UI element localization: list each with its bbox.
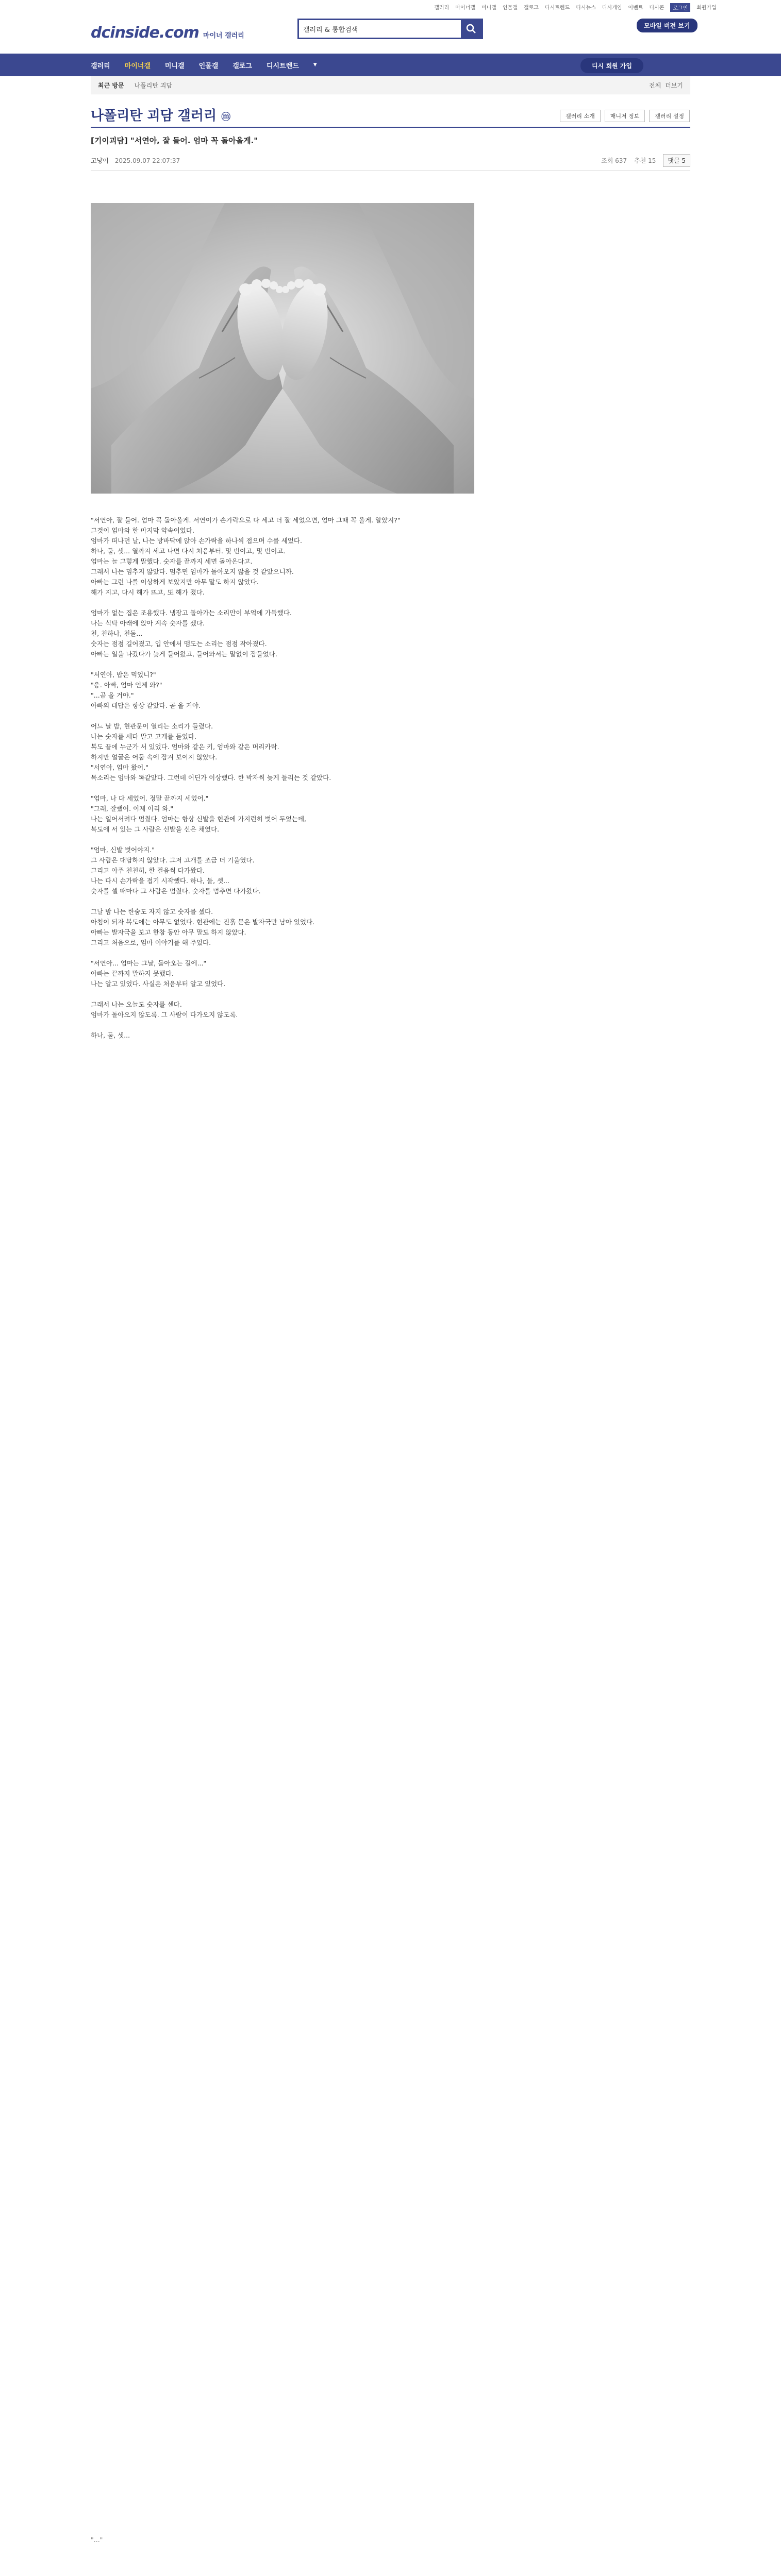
body-line [91,2195,678,2205]
body-line [91,1577,678,1587]
search-input[interactable] [299,20,462,38]
body-line [91,2287,678,2298]
body-line [91,2246,678,2257]
body-line: "응. 아빠, 엄마 언제 와?" [91,681,162,689]
body-line [91,1401,678,1412]
body-line [91,2071,678,2081]
body-line [91,2339,678,2349]
body-line [91,1700,678,1710]
body-line [91,2298,678,2308]
body-line: 아빠는 끝까지 말하지 못했다. [91,970,174,977]
body-line: 복도 끝에 누군가 서 있었다. 엄마와 같은 키, 엄마와 같은 머리카락. [91,743,279,751]
post-author[interactable]: 고냥이 [91,157,109,164]
body-line [91,1618,678,1628]
post-meta [91,154,690,167]
body-line [91,2421,678,2432]
body-line: 그것이 엄마와 한 마지막 약속이었다. [91,527,194,534]
body-line [91,1546,678,1556]
body-line: 엄마는 늘 그렇게 말했다. 숫자를 끝까지 세면 돌아온다고. [91,557,253,565]
body-line [91,1731,678,1741]
body-line [91,1144,678,1154]
body-line [91,1123,678,1133]
util-link[interactable]: 디시게임 [602,5,622,11]
body-line [91,948,678,958]
body-line [91,2174,678,2184]
body-line [91,2102,678,2112]
body-line [91,1206,678,1216]
search-icon [466,24,476,34]
body-line [91,1844,678,1855]
body-line [91,598,678,608]
body-line: "그래, 잘했어. 이제 이리 와." [91,805,174,812]
body-line: "..." [91,2536,103,2544]
head-divider [91,170,690,171]
body-line [91,2514,678,2524]
body-line [91,2329,678,2339]
body-line [91,1638,678,1649]
site-logo[interactable] [91,24,244,42]
body-line [91,2164,678,2174]
body-line [91,1906,678,1917]
recent-visit-item[interactable]: 나폴리탄 괴담 [134,81,172,89]
body-line [91,1422,678,1432]
body-line [91,1525,678,1535]
body-line [91,2267,678,2277]
body-line [91,1288,678,1298]
gallery-tool-button[interactable]: 갤러리 소개 [560,110,601,122]
body-line [91,1824,678,1834]
body-line [91,1484,678,1494]
body-line [91,1896,678,1906]
gallery-tool-button[interactable]: 매니저 정보 [605,110,645,122]
body-line [91,2277,678,2287]
body-line: 어느 날 밤, 현관문이 열리는 소리가 들렸다. [91,722,213,730]
body-line [91,1803,678,1814]
body-line [91,2040,678,2050]
body-line [91,1504,678,1515]
body-line [91,1937,678,1947]
post-photo [91,203,474,494]
body-line: 그래서 나는 멈추지 않았다. 멈추면 엄마가 돌아오지 않을 것 같았으니까. [91,568,294,575]
body-line [91,1092,678,1103]
body-line [91,1267,678,1278]
body-line [91,1597,678,1607]
body-line [91,1041,678,1051]
body-line [91,1690,678,1700]
body-line [91,2452,678,2463]
body-line [91,1814,678,1824]
body-line [91,1659,678,1669]
body-line [91,1783,678,1793]
body-line [91,2524,678,2535]
gnb-item[interactable]: 디시트렌드 [266,62,299,70]
body-line [91,783,678,793]
body-line [91,1741,678,1752]
body-line: 숫자를 셀 때마다 그 사람은 멈췄다. 숫자를 멈추면 다가왔다. [91,887,261,895]
body-line [91,2205,678,2215]
body-line [91,711,678,721]
recent-visit-label[interactable]: 최근 방문 [98,81,124,89]
body-line: 나는 알고 있었다. 사실은 처음부터 알고 있었다. [91,980,226,988]
body-line [91,2442,678,2452]
body-line: "엄마, 나 다 세었어. 정말 끝까지 세었어." [91,794,209,802]
util-link[interactable]: 미니갤 [481,5,496,11]
body-line [91,1051,678,1061]
body-line [91,989,678,999]
body-line: "엄마, 신발 벗어야지." [91,846,155,854]
body-line [91,2360,678,2370]
body-line [91,1154,678,1164]
body-line [91,1350,678,1360]
body-line [91,2432,678,2442]
gnb-item[interactable]: 미니갤 [164,62,185,70]
util-link[interactable]: 회원가입 [696,5,717,11]
site-header [0,12,781,54]
post-header [91,135,690,167]
body-line [91,2380,678,2391]
body-line [91,2504,678,2514]
body-line [91,1072,678,1082]
post-date: 2025.09.07 22:07:37 [114,157,180,164]
util-link[interactable]: 갤로그 [523,5,539,11]
body-line [91,1999,678,2009]
body-line [91,1473,678,1484]
body-line [91,1103,678,1113]
body-line [91,2092,678,2102]
body-line: 숫자는 점점 길어졌고, 입 안에서 맴도는 소리는 점점 작아졌다. [91,640,267,648]
body-line [91,896,678,907]
body-line [91,1298,678,1309]
util-link[interactable]: 디시뉴스 [576,5,596,11]
util-link[interactable]: 디시트렌드 [544,5,570,11]
body-line: 그래서 나는 오늘도 숫자를 센다. [91,1001,182,1008]
body-line [91,1556,678,1566]
body-line [91,1968,678,1978]
recent-visit-more[interactable]: 더보기 [665,81,683,89]
gallery-tools [560,110,690,122]
body-line [91,2133,678,2143]
global-nav [0,54,781,76]
body-line [91,2318,678,2329]
utility-links [434,3,717,12]
gnb-item[interactable]: 갤로그 [232,62,252,70]
body-line [91,1185,678,1195]
body-line [91,1329,678,1340]
body-line [91,1680,678,1690]
body-line: 나는 일어서려다 멈췄다. 엄마는 항상 신발을 현관에 가지런히 벗어 두었는데, [91,815,307,823]
title-divider [91,127,690,128]
body-line [91,2184,678,2195]
body-line [91,1236,678,1247]
body-line [91,1628,678,1638]
comment-count-button[interactable]: 댓글 5 [663,154,690,167]
body-line: 아빠는 일을 나갔다가 늦게 들어왔고, 들어와서는 말없이 잠들었다. [91,650,277,658]
body-line [91,2020,678,2030]
body-line [91,1226,678,1236]
body-line: "서연아, 밥은 먹었니?" [91,671,156,679]
body-line [91,1917,678,1927]
body-line [91,1360,678,1370]
body-line [91,1278,678,1288]
body-line [91,1164,678,1175]
body-line [91,2112,678,2123]
gnb-item[interactable]: 마이너갤 [124,62,151,70]
body-line [91,1958,678,1968]
body-line [91,2370,678,2380]
body-line: 그날 밤 나는 한숨도 자지 않고 숫자를 셌다. [91,908,213,916]
body-line: 복도에 서 있는 그 사람은 신발을 신은 채였다. [91,825,220,833]
body-line [91,2257,678,2267]
body-line [91,1793,678,1803]
body-line: 천, 천하나, 천둘... [91,630,143,637]
body-line [91,1752,678,1762]
body-line [91,835,678,845]
body-line: 하나, 둘, 셋... 열까지 세고 나면 다시 처음부터. 몇 번이고, 몇 번이고. [91,547,286,555]
body-line [91,1978,678,1989]
body-line [91,2009,678,2020]
body-line: 나는 다시 손가락을 접기 시작했다. 하나, 둘, 셋... [91,877,230,885]
body-line [91,2061,678,2071]
body-line [91,2236,678,2246]
body-line [91,1257,678,1267]
body-line: 그리고 처음으로, 엄마 이야기를 해 주었다. [91,939,211,946]
body-line [91,2030,678,2040]
gnb-items [91,54,317,76]
gallery-title-text: 나폴리탄 괴담 갤러리 [91,108,217,124]
util-link[interactable]: 로그인 [670,3,690,12]
body-line [91,2226,678,2236]
body-line [91,1947,678,1958]
body-line: 그 사람은 대답하지 않았다. 그저 고개를 조금 더 기울였다. [91,856,255,864]
body-line [91,1649,678,1659]
body-line [91,1834,678,1844]
body-line [91,1381,678,1391]
body-line [91,1216,678,1226]
body-line [91,2143,678,2154]
body-line [91,1432,678,1443]
body-line [91,1721,678,1731]
body-line [91,2483,678,2494]
body-line [91,1772,678,1783]
body-line [91,1175,678,1185]
body-line [91,2463,678,2473]
body-line [91,2391,678,2401]
body-line [91,2308,678,2318]
body-line [91,1927,678,1937]
body-line: "서연아, 잘 들어. 엄마 꼭 돌아올게. 서연이가 손가락으로 다 세고 더 잘 세었으면, 엄마 그때 꼭 올게. 알았지?" [91,516,401,524]
signup-button[interactable]: 디시 회원 가입 [580,58,643,73]
minor-gallery-badge: ⓜ [221,112,231,123]
body-line: 하지만 얼굴은 어둠 속에 잠겨 보이지 않았다. [91,753,218,761]
spacer [91,2555,678,2566]
body-line [91,2215,678,2226]
post-title: [기이괴담] "서연아, 잘 들어. 엄마 꼭 돌아올게." [91,136,258,145]
body-line [91,2050,678,2061]
body-line [91,1463,678,1473]
body-line [91,1865,678,1875]
util-link[interactable]: 이벤트 [628,5,643,11]
recent-visit-bar [91,76,690,94]
spacer [91,2566,678,2576]
body-line: "서연아... 엄마는 그날, 돌아오는 길에..." [91,959,207,967]
mobile-version-button[interactable]: 모바일 버전 보기 [637,19,697,32]
body-line: "...곧 올 거야." [91,691,134,699]
body-line: 나는 숫자를 세다 말고 고개를 들었다. [91,733,196,740]
body-line [91,2123,678,2133]
body-line: 아침이 되자 복도에는 아무도 없었다. 현관에는 진흙 묻은 발자국만 남아 있었다. [91,918,315,926]
body-line [91,1886,678,1896]
body-line: "서연아, 엄마 왔어." [91,764,148,771]
gnb-item[interactable]: 갤러리 [91,62,110,70]
body-line: 해가 지고, 다시 해가 뜨고, 또 해가 졌다. [91,588,205,596]
body-line: 엄마가 없는 집은 조용했다. 냉장고 돌아가는 소리만이 부엌에 가득했다. [91,609,292,617]
body-line [91,1020,678,1030]
body-line [91,1989,678,1999]
gallery-title[interactable] [91,105,230,124]
post-views: 조회 637 [601,157,627,164]
body-line: 아빠의 대답은 항상 같았다. 곧 올 거야. [91,702,201,709]
body-line: 나는 식탁 아래에 앉아 계속 숫자를 셌다. [91,619,205,627]
body-line [91,2349,678,2360]
body-line [91,2473,678,2483]
search-button[interactable] [461,20,481,38]
body-line: 엄마가 돌아오지 않도록. 그 사람이 다가오지 않도록. [91,1011,238,1019]
logo-subtitle: 마이너 갤러리 [203,32,244,40]
body-line: 엄마가 떠나던 날, 나는 방바닥에 앉아 손가락을 하나씩 접으며 수를 세었다. [91,537,302,545]
util-link[interactable]: 인물갤 [502,5,518,11]
body-line [91,2081,678,2092]
util-link[interactable]: 마이너갤 [455,5,475,11]
body-line [91,2154,678,2164]
body-line: 그리고 아주 천천히, 한 걸음씩 다가왔다. [91,867,205,874]
body-line [91,2494,678,2504]
body-line: 목소리는 엄마와 똑같았다. 그런데 어딘가 이상했다. 한 박자씩 늦게 들리는 것 같았다. [91,774,331,782]
recent-visit-all[interactable]: 전체 [649,81,661,89]
body-line [91,1247,678,1257]
body-line [91,1082,678,1092]
body-line [91,1443,678,1453]
body-line: 하나, 둘, 셋... [91,1031,130,1039]
body-line [91,1535,678,1546]
body-line [91,2401,678,2411]
search-box [297,19,483,39]
body-line [91,1133,678,1144]
body-line [91,1494,678,1504]
body-line [91,1453,678,1463]
gnb-item[interactable]: 인물갤 [198,62,219,70]
body-line [91,1195,678,1206]
body-line [91,659,678,670]
body-line [91,2411,678,2421]
body-line [91,1370,678,1381]
gnb-more-chevron-icon[interactable]: ▼ [313,62,317,67]
logo-text: dcinside.com [91,24,199,42]
baby-feet-hands-photo [91,203,474,494]
body-line [91,1515,678,1525]
body-line [91,1319,678,1329]
body-line: 아빠는 그런 나를 이상하게 보았지만 아무 말도 하지 않았다. [91,578,259,586]
body-line [91,1566,678,1577]
body-line [91,1340,678,1350]
utility-bar [0,0,781,12]
gallery-tool-button[interactable]: 갤러리 설정 [649,110,690,122]
body-line [91,1587,678,1597]
spacer [91,2545,678,2555]
body-line [91,1113,678,1123]
body-line [91,1669,678,1680]
body-line [91,1855,678,1865]
body-line [91,1309,678,1319]
body-line [91,1762,678,1772]
post-recommend: 추천 15 [634,157,656,164]
util-link[interactable]: 갤러리 [434,5,450,11]
util-link[interactable]: 디시콘 [649,5,664,11]
body-line [91,1061,678,1072]
body-line [91,1710,678,1721]
body-line [91,1607,678,1618]
post-body [91,515,678,2576]
body-line [91,1391,678,1401]
body-line [91,1875,678,1886]
body-line: 아빠는 발자국을 보고 한참 동안 아무 말도 하지 않았다. [91,928,246,936]
body-line [91,1412,678,1422]
